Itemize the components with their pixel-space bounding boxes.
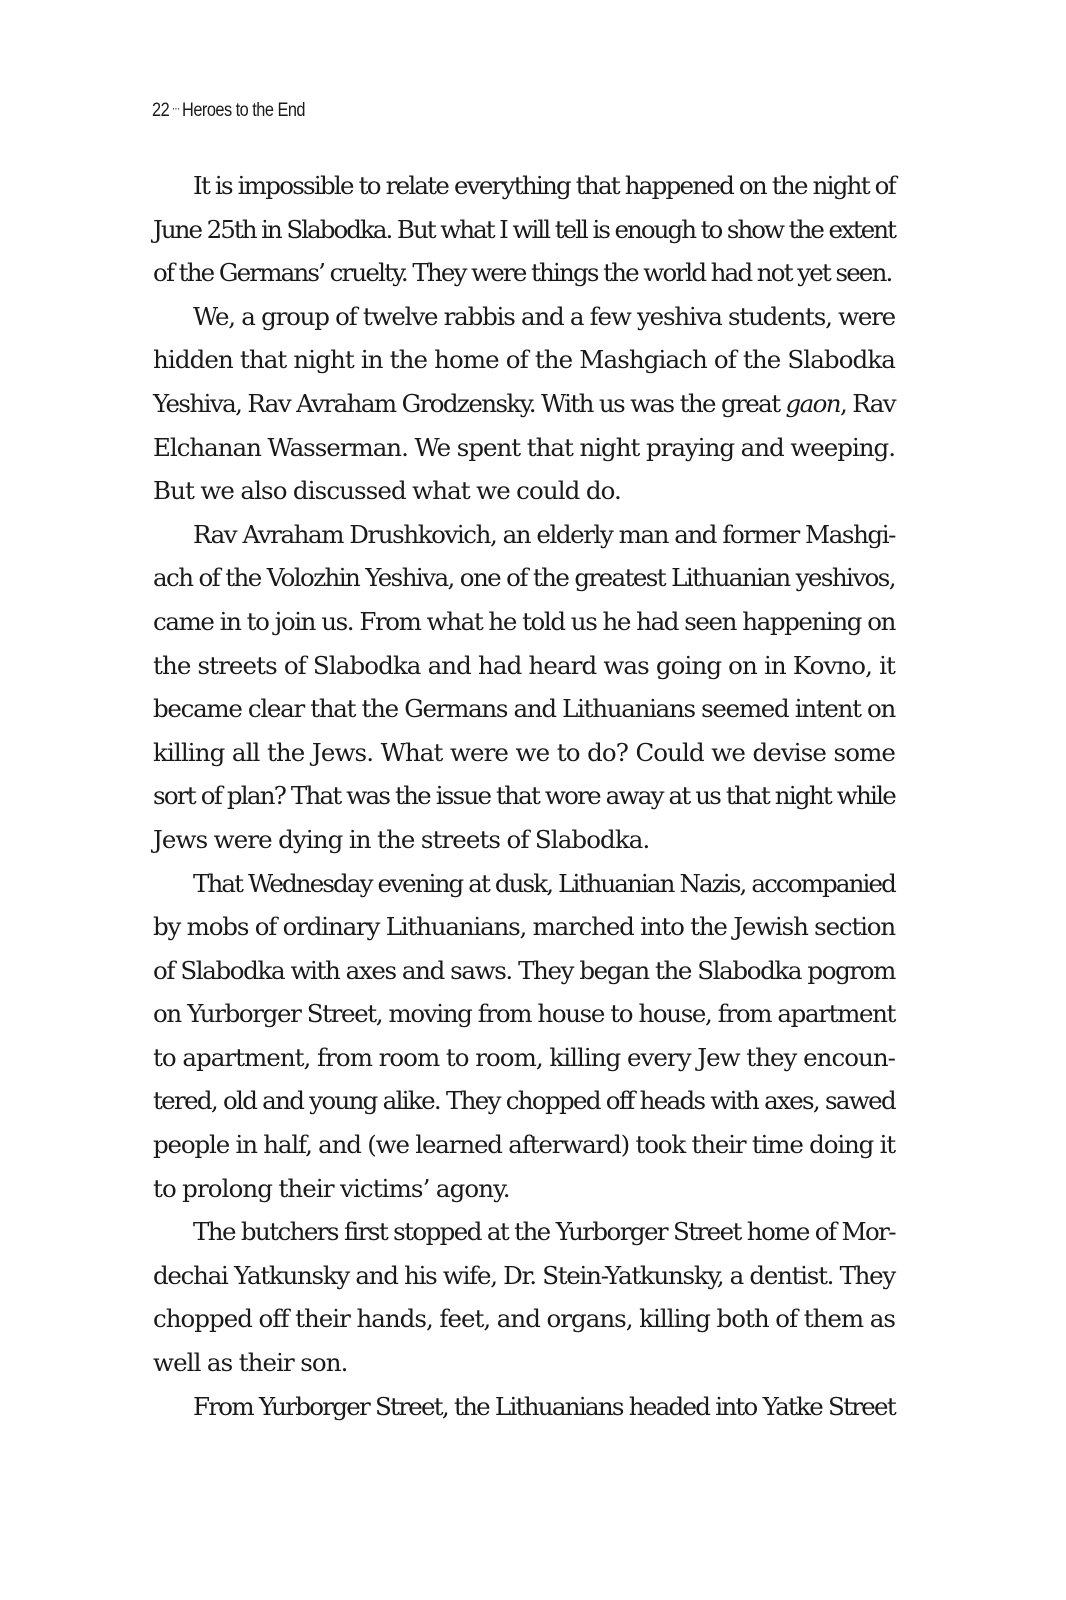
text-line: From Yurborger Street, the Lithuanians headed into Yatke Street: [193, 1391, 895, 1421]
text-line: dechai Yatkunsky and his wife, Dr. Stein-Yatkunsky, a dentist. They: [153, 1260, 895, 1290]
text-line: of Slabodka with axes and saws. They began the Slabodka pogrom: [153, 955, 895, 985]
text-line: became clear that the Germans and Lithuanians seemed intent on: [153, 694, 895, 724]
text-line: Rav Avraham Drushkovich, an elderly man and former Mashgi-: [193, 519, 895, 549]
italic-term: gaon: [785, 388, 841, 418]
text-line: Jews were dying in the streets of Slabodka.: [153, 824, 650, 854]
text-line: well as their son.: [153, 1348, 348, 1378]
text-line: hidden that night in the home of the Mashgiach of the Slabodka: [153, 345, 895, 375]
running-head: [152, 100, 305, 122]
book-title: Heroes to the End: [182, 100, 305, 121]
text-line: killing all the Jews. What were we to do? Could we devise some: [153, 737, 895, 767]
text-line: Elchanan Wasserman. We spent that night praying and weeping.: [153, 432, 895, 462]
text-line: came in to join us. From what he told us he had seen happening on: [153, 606, 895, 636]
text-line: ach of the Volozhin Yeshiva, one of the greatest Lithuanian yeshivos,: [153, 563, 895, 593]
text-line: the streets of Slabodka and had heard was going on in Kovno, it: [153, 650, 895, 680]
text-line: on Yurborger Street, moving from house to house, from apartment: [153, 999, 895, 1029]
text-line: We, a group of twelve rabbis and a few yeshiva students, were: [193, 301, 895, 331]
text-line: June 25th in Slabodka. But what I will tell is enough to show the extent: [153, 214, 895, 244]
text-line: chopped off their hands, feet, and organs, killing both of them as: [153, 1304, 895, 1334]
text-line: to apartment, from room to room, killing every Jew they encoun-: [153, 1042, 895, 1072]
text-line: It is impossible to relate everything that happened on the night of: [193, 171, 895, 200]
text-line: That Wednesday evening at dusk, Lithuanian Nazis, accompanied: [193, 868, 895, 898]
header-separator: ···: [171, 101, 180, 115]
text-line-with-italic: [153, 382, 895, 426]
text-line: But we also discussed what we could do.: [153, 476, 621, 506]
page-number: 22: [152, 100, 170, 121]
text-line: sort of plan? That was the issue that wore away at us that night while: [153, 781, 895, 811]
text-line: tered, old and young alike. They chopped off heads with axes, sawed: [153, 1086, 895, 1116]
text-fragment: , Rav: [840, 388, 895, 418]
text-fragment: Yeshiva, Rav Avraham Grodzensky. With us was the great: [153, 388, 786, 418]
text-line: of the Germans’ cruelty. They were things the world had not yet seen.: [153, 258, 892, 288]
text-line: The butchers first stopped at the Yurborger Street home of Mor-: [193, 1217, 895, 1247]
text-line: people in half, and (we learned afterward) took their time doing it: [153, 1130, 895, 1160]
text-line: by mobs of ordinary Lithuanians, marched into the Jewish section: [153, 912, 895, 942]
body-text: [153, 164, 895, 1428]
text-line: to prolong their victims’ agony.: [153, 1173, 510, 1203]
